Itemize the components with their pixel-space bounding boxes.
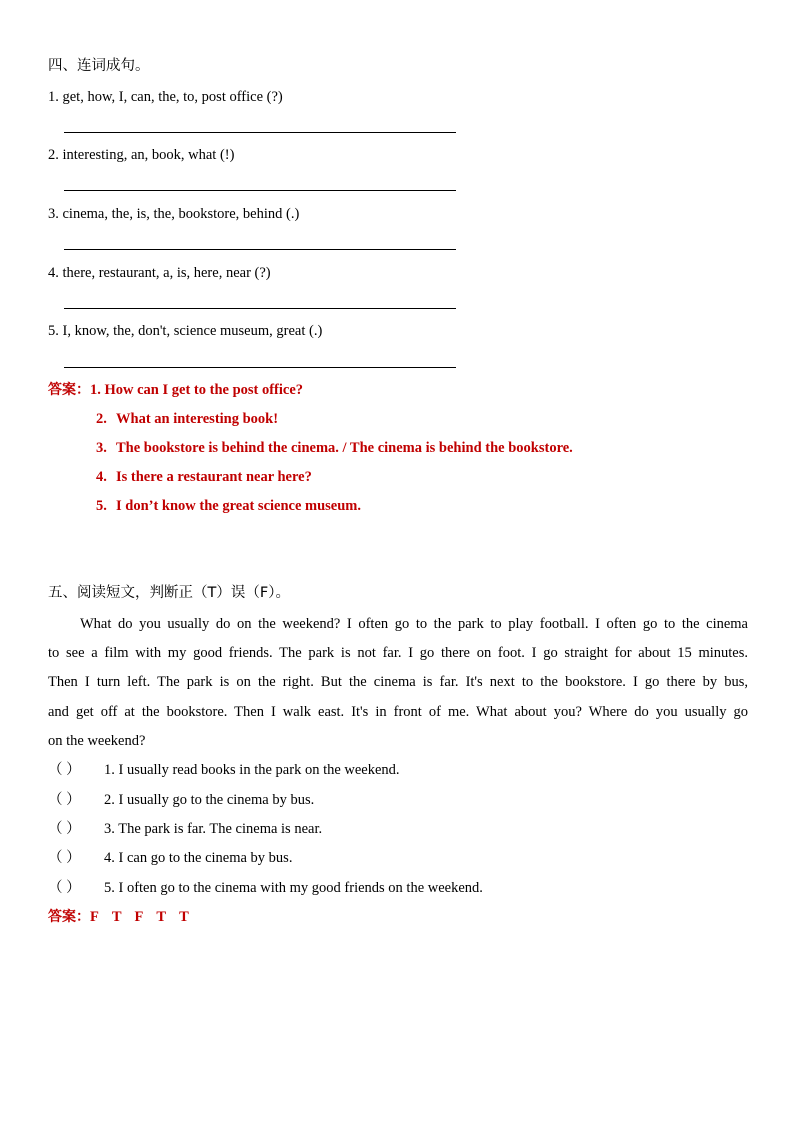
- answer-text: What an interesting book!: [116, 411, 279, 427]
- answer-number: 2.: [96, 411, 107, 427]
- tf-answer: T: [179, 909, 189, 925]
- passage-line-5: on the weekend?: [48, 733, 146, 749]
- section4-answer-4: [96, 468, 312, 486]
- section4-answer-5: [96, 497, 361, 515]
- section4-answer-label: 答案：: [48, 382, 90, 398]
- section5-title: 五、阅读短文，判断正（T）误（F）。: [48, 585, 290, 601]
- answer-text: How can I get to the post office?: [104, 382, 304, 398]
- tf-statement-1: [48, 761, 400, 779]
- section4-answer-1: [48, 381, 303, 399]
- answer-paren: （ ）: [48, 850, 81, 866]
- answer-paren: （ ）: [48, 821, 81, 837]
- statement-text: 4. I can go to the cinema by bus.: [104, 850, 293, 866]
- section4-answer-2: [96, 410, 278, 428]
- tf-answer: T: [156, 909, 167, 925]
- answer-number: 1.: [90, 382, 101, 398]
- tf-answer: F: [134, 909, 144, 925]
- section4-answer-3: [96, 439, 573, 457]
- passage-line-1: What do you usually do on the weekend? I often go to the park to play football. I often go to the cinema: [80, 616, 748, 632]
- tf-statement-5: [48, 879, 483, 897]
- answer-text: I don’t know the great science museum.: [116, 498, 362, 514]
- tf-statement-4: [48, 849, 292, 867]
- passage-line-2: to see a film with my good friends. The park is not far. I go there on foot. I go straight for about 15 minutes.: [48, 645, 748, 661]
- tf-statement-3: [48, 820, 322, 838]
- answer-blank-line-2: [64, 190, 456, 191]
- answer-blank-line-3: [64, 249, 456, 250]
- statement-text: 5. I often go to the cinema with my good friends on the weekend.: [104, 880, 483, 896]
- tf-statement-2: [48, 791, 314, 809]
- answer-text: Is there a restaurant near here?: [116, 469, 312, 485]
- section4-question-3: 3. cinema, the, is, the, bookstore, behind (.): [48, 206, 300, 222]
- answer-blank-line-5: [64, 367, 456, 368]
- section5-answer-label: 答案：: [48, 909, 90, 925]
- answer-number: 5.: [96, 498, 107, 514]
- tf-answer: F: [90, 909, 99, 925]
- section5-answers: [48, 908, 202, 926]
- section4-question-5: 5. I, know, the, don't, science museum, great (.): [48, 323, 323, 339]
- statement-text: 1. I usually read books in the park on the weekend.: [104, 762, 400, 778]
- section4-question-1: 1. get, how, I, can, the, to, post office (?): [48, 89, 283, 105]
- answer-number: 4.: [96, 469, 107, 485]
- section4-question-2: 2. interesting, an, book, what (!): [48, 147, 235, 163]
- answer-paren: （ ）: [48, 880, 81, 896]
- answer-text: The bookstore is behind the cinema. / The cinema is behind the bookstore.: [116, 440, 573, 456]
- section4-title: 四、连词成句。: [48, 58, 150, 74]
- answer-blank-line-1: [64, 132, 456, 133]
- passage-line-4: and get off at the bookstore. Then I walk east. It's in front of me. What about you? Where do you usually go: [48, 704, 748, 720]
- statement-text: 2. I usually go to the cinema by bus.: [104, 792, 315, 808]
- tf-answer: T: [111, 909, 122, 925]
- answer-number: 3.: [96, 440, 107, 456]
- answer-blank-line-4: [64, 308, 456, 309]
- answer-paren: （ ）: [48, 792, 81, 808]
- answer-paren: （ ）: [48, 762, 81, 778]
- statement-text: 3. The park is far. The cinema is near.: [104, 821, 323, 837]
- passage-line-3: Then I turn left. The park is on the right. But the cinema is far. It's next to the bookstore. I go there by bus,: [48, 674, 748, 690]
- section4-question-4: 4. there, restaurant, a, is, here, near (?): [48, 265, 271, 281]
